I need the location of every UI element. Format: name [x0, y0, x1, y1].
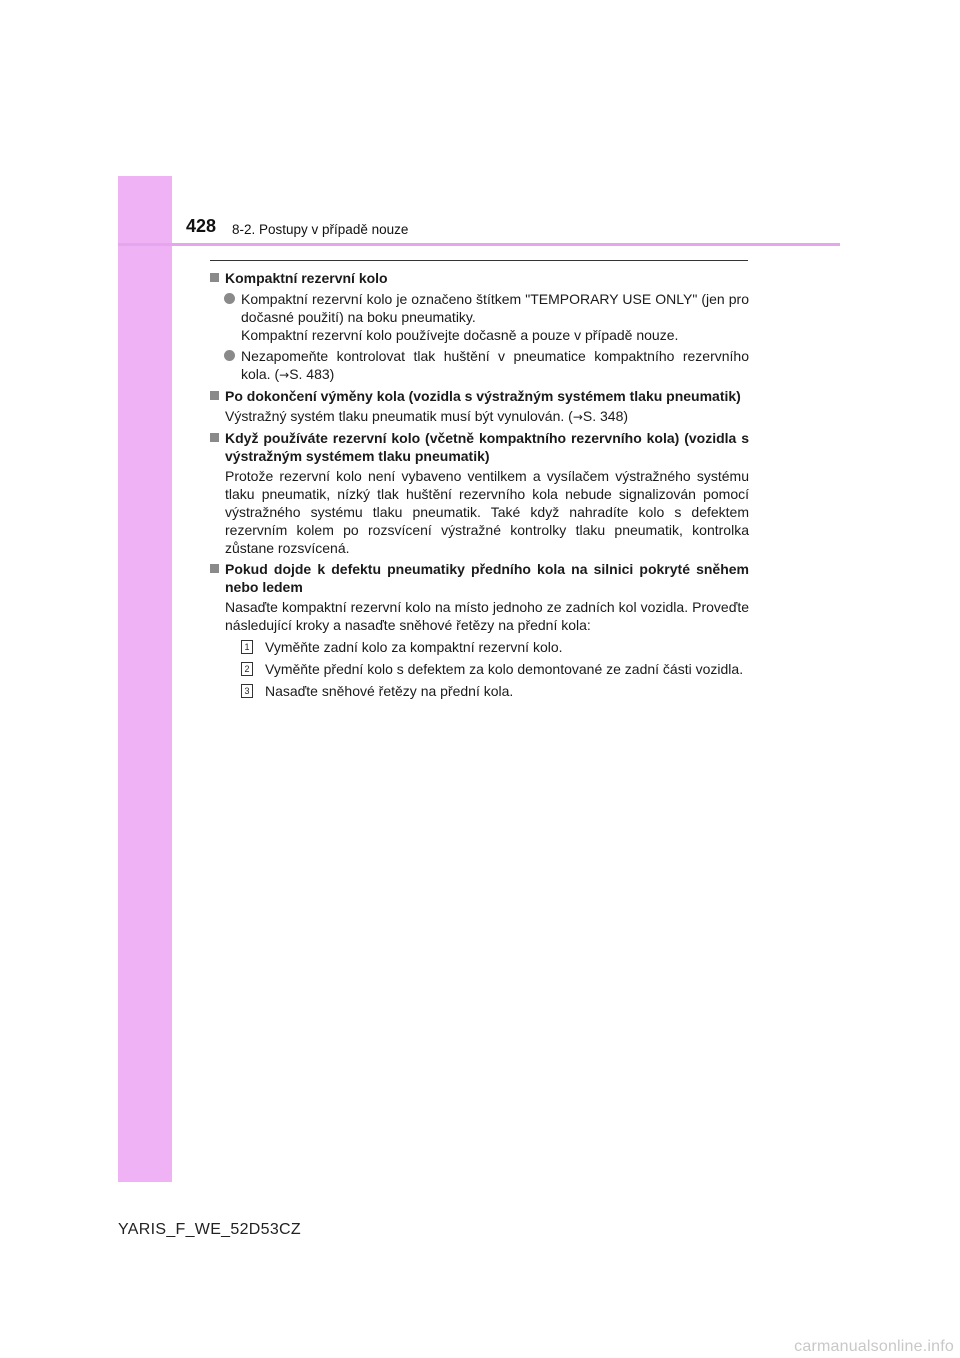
- round-bullet-icon: [224, 293, 235, 304]
- section-heading-front-flat-snow: Pokud dojde k defektu pneumatiky předního kola na silnici pokryté sněhem nebo ledem: [209, 560, 749, 596]
- square-bullet-icon: [210, 391, 219, 400]
- arrow-right-icon: →: [572, 410, 583, 424]
- header-rule: [118, 243, 840, 246]
- step-number-box: 3: [241, 684, 253, 698]
- document-code: YARIS_F_WE_52D53CZ: [118, 1221, 301, 1238]
- round-bullet-icon: [224, 350, 235, 361]
- step-item: 2 Vyměňte přední kolo s defektem za kolo demontované ze zadní části vozidla.: [241, 660, 749, 678]
- bullet-item: [209, 347, 749, 384]
- step-item: 1 Vyměňte zadní kolo za kompaktní rezervní kolo.: [241, 638, 749, 656]
- page-content: [209, 266, 749, 700]
- chapter-side-strip: [118, 176, 172, 1182]
- square-bullet-icon: [210, 564, 219, 573]
- section-heading-compact-spare: Kompaktní rezervní kolo: [209, 269, 749, 287]
- page-number: 428: [186, 216, 217, 236]
- step-number-box: 2: [241, 662, 253, 676]
- step-list: [209, 638, 749, 700]
- arrow-right-icon: →: [279, 368, 290, 382]
- section-body: Nasaďte kompaktní rezervní kolo na místo jednoho ze zadních kol vozidla. Proveďte následující kroky a nasaďte sněhové řetězy na přední kola:: [225, 599, 749, 633]
- section-heading-using-spare: Když používáte rezervní kolo (včetně kompaktního rezervního kola) (vozidla s výstražným systémem tlaku pneumatik): [209, 429, 749, 465]
- step-number-box: 1: [241, 640, 253, 654]
- square-bullet-icon: [210, 273, 219, 282]
- content-rule: [210, 260, 748, 261]
- square-bullet-icon: [210, 433, 219, 442]
- step-item: 3 Nasaďte sněhové řetězy na přední kola.: [241, 682, 749, 700]
- section-body: Protože rezervní kolo není vybaveno ventilkem a vysílačem výstražného systému tlaku pneumatik, nízký tlak huštění rezervního kola nebude signalizován pomocí výstražného systému tlaku pneumatik. Také když nahradíte kolo s defektem rezervním kolem po rozsvícení výstražné kontrolky tlaku pneumatik, kontrolka zůstane rozsvícená.: [225, 468, 749, 556]
- section-title: 8-2. Postupy v případě nouze: [232, 222, 409, 237]
- bullet-text: Nezapomeňte kontrolovat tlak huštění v pneumatice kompaktního rezervního kola. (→S. 483): [241, 348, 749, 382]
- watermark: carmanualsonline.info: [794, 1338, 954, 1355]
- bullet-text: Kompaktní rezervní kolo je označeno štítkem "TEMPORARY USE ONLY" (jen pro dočasné použití) na boku pneumatiky. Kompaktní rezervní kolo používejte dočasně a pouze v případě nouze.: [241, 291, 749, 343]
- page-reference-link[interactable]: S. 483): [289, 366, 335, 382]
- section-body: Výstražný systém tlaku pneumatik musí být vynulován. (→S. 348): [225, 408, 629, 424]
- bullet-item: [209, 290, 749, 344]
- section-heading-after-wheel-change: Po dokončení výměny kola (vozidla s výstražným systémem tlaku pneumatik): [209, 387, 749, 405]
- page-reference-link[interactable]: S. 348): [582, 408, 629, 424]
